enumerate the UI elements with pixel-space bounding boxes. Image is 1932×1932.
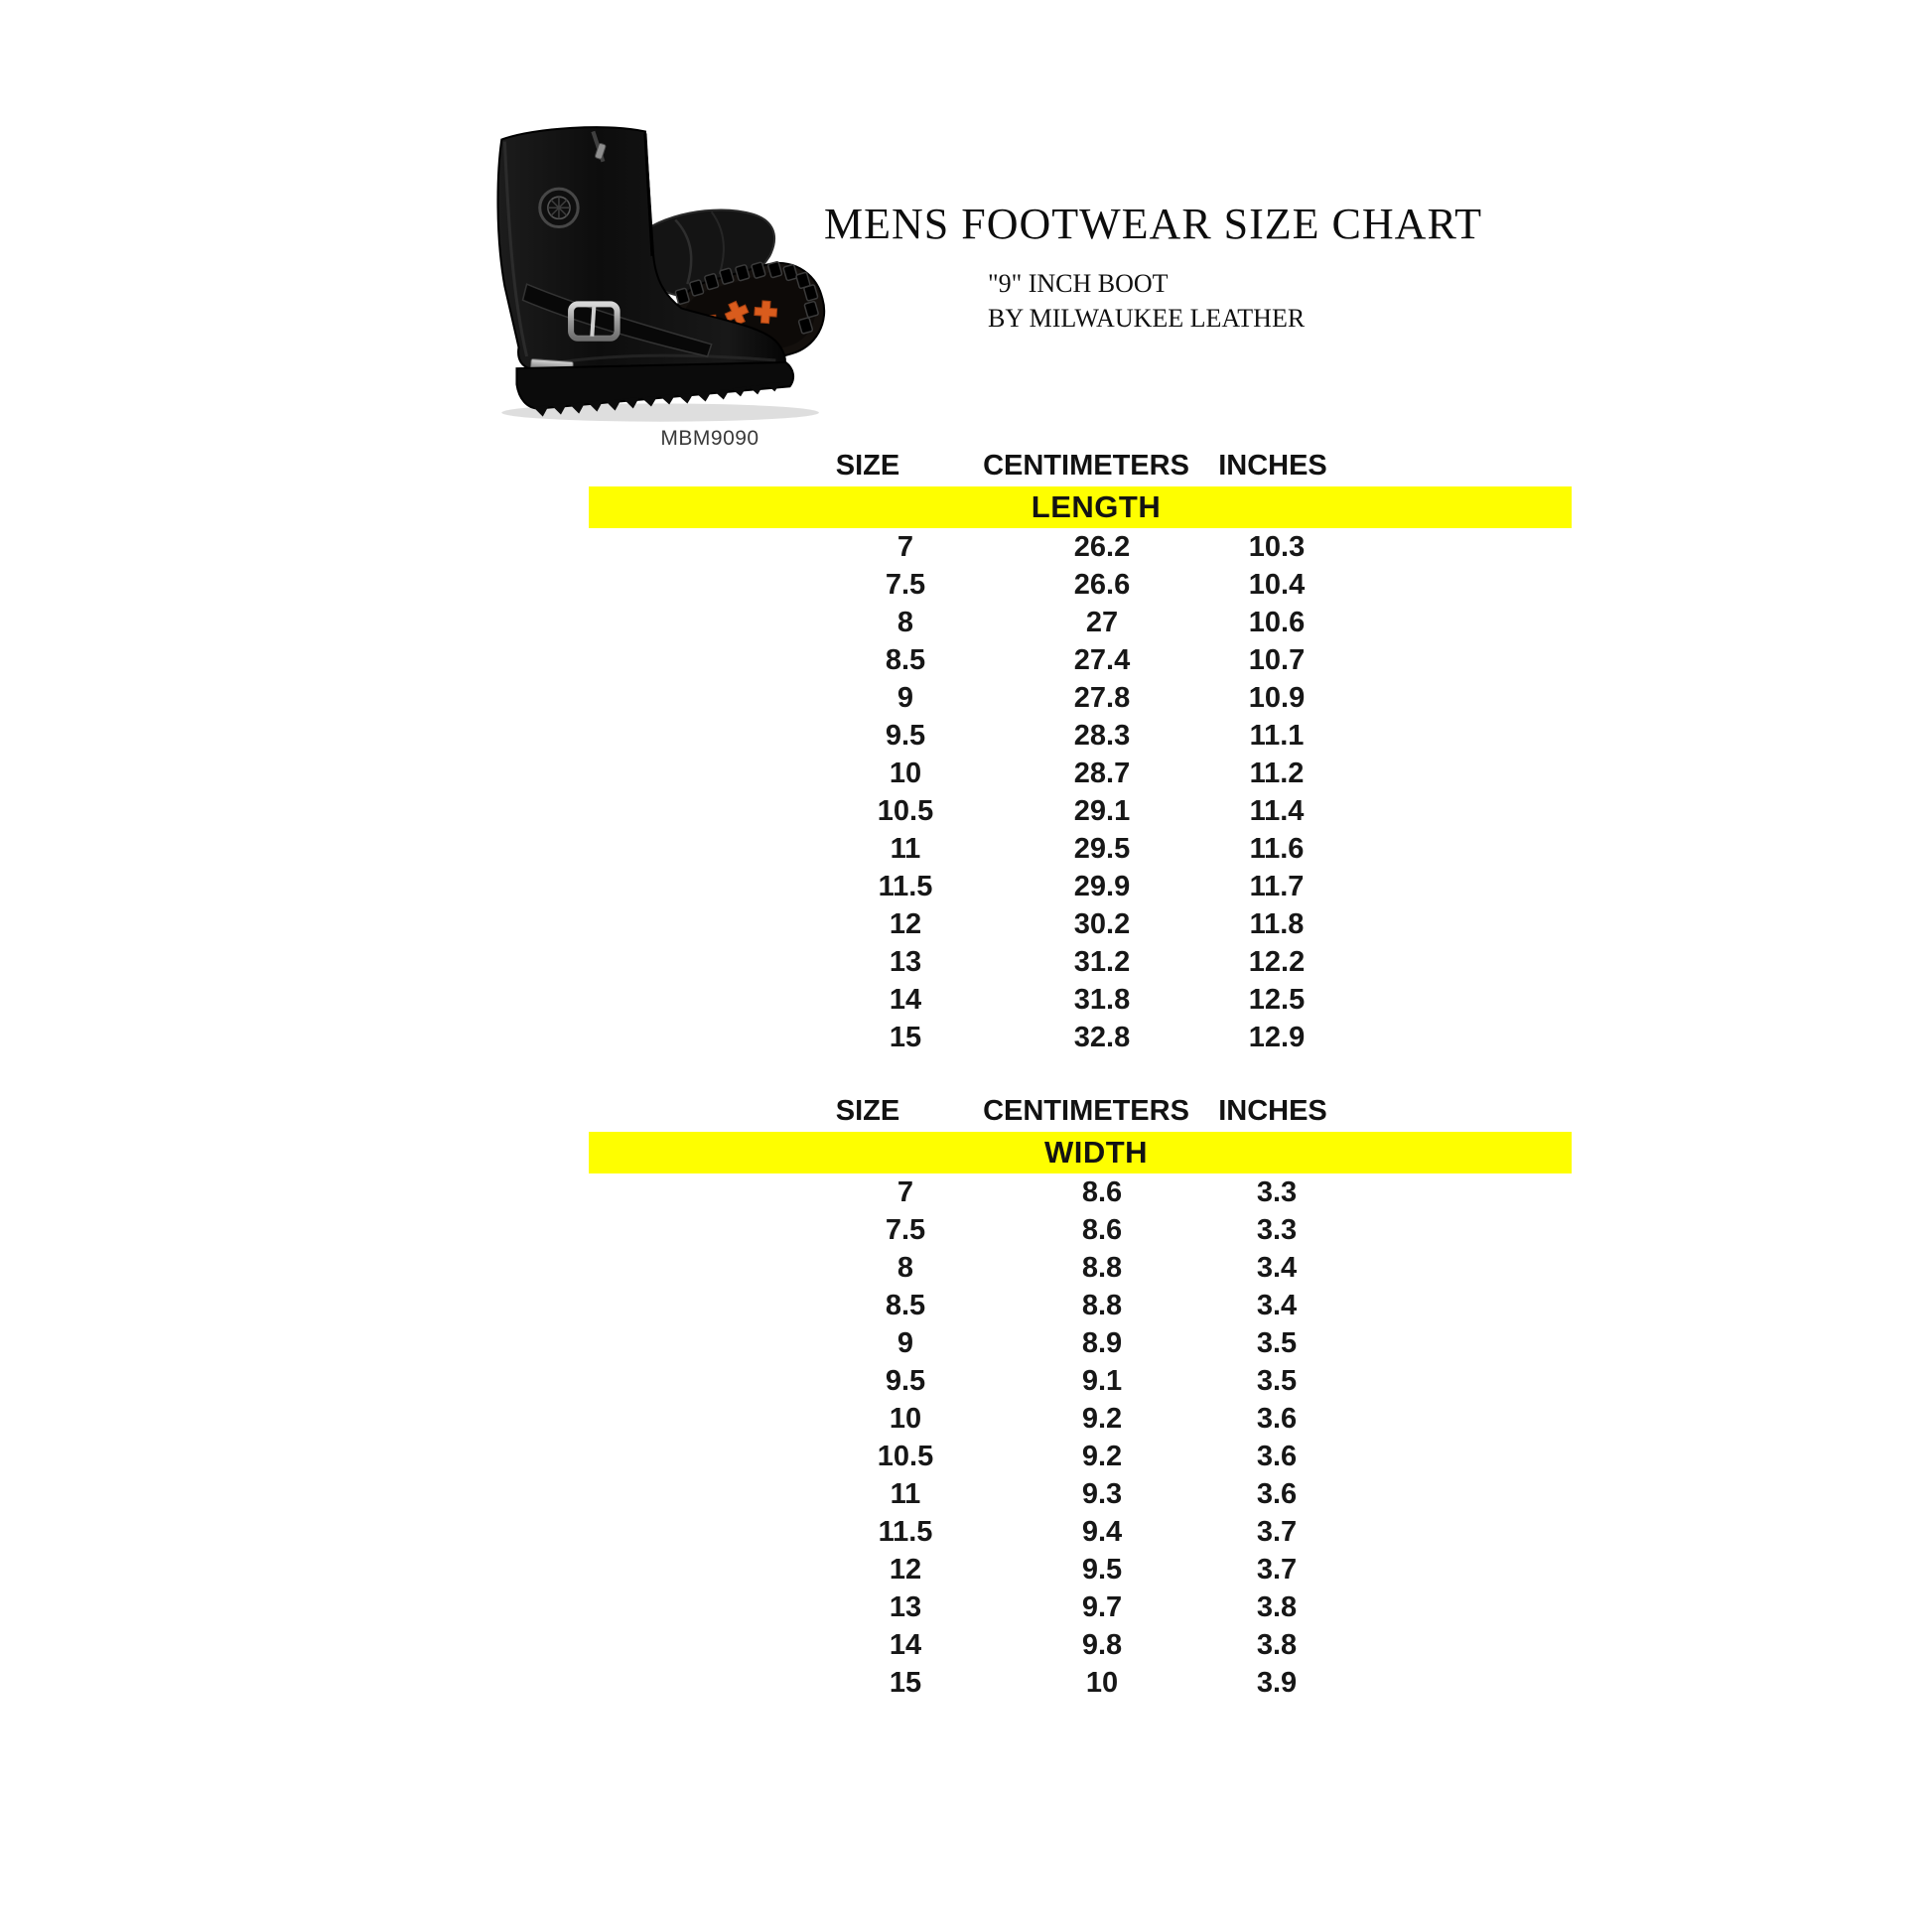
column-header-size: SIZE	[835, 450, 900, 482]
inches-cell: 10.7	[1248, 644, 1306, 676]
inches-cell: 10.3	[1248, 531, 1306, 563]
boot-emblem	[540, 189, 578, 226]
size-cell: 11.5	[878, 1516, 933, 1548]
centimeters-cell: 29.1	[1073, 795, 1131, 827]
centimeters-cell: 9.2	[1081, 1441, 1123, 1472]
size-cell: 10.5	[877, 795, 934, 827]
size-cell: 15	[889, 1667, 922, 1699]
table-row	[589, 1287, 1572, 1324]
size-cell: 8	[897, 1252, 914, 1284]
size-cell: 9	[897, 1327, 914, 1359]
centimeters-cell: 28.3	[1073, 720, 1131, 752]
centimeters-cell: 10	[1085, 1667, 1119, 1699]
centimeters-cell: 31.2	[1073, 946, 1131, 978]
table-row	[589, 679, 1572, 717]
centimeters-cell: 9.7	[1081, 1591, 1123, 1623]
size-cell: 11.5	[878, 871, 933, 902]
size-cell: 12	[889, 1554, 922, 1586]
length-section-band: LENGTH	[589, 486, 1572, 528]
inches-cell: 11.2	[1249, 758, 1305, 789]
size-cell: 8.5	[885, 644, 926, 676]
inches-cell: 3.9	[1256, 1667, 1298, 1699]
inches-cell: 11.8	[1249, 908, 1305, 940]
centimeters-cell: 9.3	[1081, 1478, 1123, 1510]
centimeters-cell: 27	[1085, 607, 1119, 638]
centimeters-cell: 30.2	[1073, 908, 1131, 940]
width-table-rows	[589, 1173, 1572, 1702]
boot-product-image	[475, 115, 832, 425]
table-row	[589, 1588, 1572, 1626]
table-row	[589, 1324, 1572, 1362]
table-row	[589, 830, 1572, 868]
table-row	[589, 1400, 1572, 1438]
page-subtitle	[988, 266, 1305, 336]
table-row	[589, 1173, 1572, 1211]
product-model-code: MBM9090	[660, 427, 759, 450]
inches-cell: 3.5	[1256, 1327, 1298, 1359]
column-header-centimeters: CENTIMETERS	[983, 1095, 1189, 1127]
centimeters-cell: 26.2	[1073, 531, 1131, 563]
width-table-header	[589, 1096, 1572, 1126]
inches-cell: 3.6	[1256, 1441, 1298, 1472]
inches-cell: 12.2	[1248, 946, 1306, 978]
centimeters-cell: 8.8	[1081, 1252, 1123, 1284]
table-row	[589, 755, 1572, 792]
table-row	[589, 905, 1572, 943]
inches-cell: 12.9	[1248, 1022, 1306, 1053]
table-row	[589, 943, 1572, 981]
inches-cell: 10.9	[1248, 682, 1306, 714]
table-row	[589, 1438, 1572, 1475]
centimeters-cell: 26.6	[1073, 569, 1131, 601]
size-cell: 7.5	[885, 569, 926, 601]
inches-cell: 3.7	[1256, 1516, 1298, 1548]
table-row	[589, 528, 1572, 566]
size-cell: 8	[897, 607, 914, 638]
size-cell: 9	[897, 682, 914, 714]
width-section-band: WIDTH	[589, 1132, 1572, 1173]
size-cell: 9.5	[885, 720, 926, 752]
inches-cell: 10.4	[1248, 569, 1306, 601]
boot-outsole	[516, 362, 793, 409]
centimeters-cell: 27.4	[1073, 644, 1131, 676]
centimeters-cell: 29.5	[1073, 833, 1131, 865]
centimeters-cell: 8.8	[1081, 1290, 1123, 1321]
size-cell: 13	[889, 946, 922, 978]
subtitle-boot-height: "9" INCH BOOT	[988, 269, 1169, 298]
table-row	[589, 1019, 1572, 1056]
inches-cell: 3.4	[1256, 1252, 1298, 1284]
size-cell: 10	[889, 1403, 922, 1435]
size-cell: 11	[890, 833, 921, 865]
table-row	[589, 1475, 1572, 1513]
inches-cell: 12.5	[1248, 984, 1306, 1016]
column-header-centimeters: CENTIMETERS	[983, 450, 1189, 482]
inches-cell: 3.3	[1256, 1214, 1298, 1246]
centimeters-cell: 8.9	[1081, 1327, 1123, 1359]
column-header-size: SIZE	[835, 1095, 900, 1127]
inches-cell: 11.7	[1249, 871, 1305, 902]
table-row	[589, 1249, 1572, 1287]
size-cell: 12	[889, 908, 922, 940]
length-table-header	[589, 451, 1572, 481]
centimeters-cell: 9.1	[1081, 1365, 1123, 1397]
table-row	[589, 717, 1572, 755]
inches-cell: 3.8	[1256, 1629, 1298, 1661]
table-row	[589, 1513, 1572, 1551]
inches-cell: 3.4	[1256, 1290, 1298, 1321]
table-row	[589, 981, 1572, 1019]
size-cell: 11	[890, 1478, 921, 1510]
table-row	[589, 1362, 1572, 1400]
inches-cell: 3.6	[1256, 1478, 1298, 1510]
inches-cell: 3.8	[1256, 1591, 1298, 1623]
table-row	[589, 1551, 1572, 1588]
size-cell: 7.5	[885, 1214, 926, 1246]
centimeters-cell: 31.8	[1073, 984, 1131, 1016]
size-cell: 13	[889, 1591, 922, 1623]
table-row	[589, 604, 1572, 641]
inches-cell: 11.6	[1249, 833, 1305, 865]
size-cell: 7	[897, 1176, 914, 1208]
inches-cell: 3.6	[1256, 1403, 1298, 1435]
table-row	[589, 868, 1572, 905]
table-row	[589, 1211, 1572, 1249]
centimeters-cell: 32.8	[1073, 1022, 1131, 1053]
column-header-inches: INCHES	[1218, 1095, 1327, 1127]
size-cell: 10.5	[877, 1441, 934, 1472]
table-row	[589, 1664, 1572, 1702]
inches-cell: 3.3	[1256, 1176, 1298, 1208]
size-cell: 8.5	[885, 1290, 926, 1321]
size-cell: 10	[889, 758, 922, 789]
inches-cell: 11.1	[1249, 720, 1305, 752]
centimeters-cell: 27.8	[1073, 682, 1131, 714]
centimeters-cell: 9.4	[1081, 1516, 1123, 1548]
table-row	[589, 792, 1572, 830]
boot-illustration	[475, 115, 832, 425]
inches-cell: 11.4	[1249, 795, 1305, 827]
length-table	[589, 450, 1572, 1053]
table-row	[589, 1626, 1572, 1664]
size-cell: 14	[889, 1629, 922, 1661]
centimeters-cell: 9.5	[1081, 1554, 1123, 1586]
centimeters-cell: 29.9	[1073, 871, 1131, 902]
column-header-inches: INCHES	[1218, 450, 1327, 482]
centimeters-cell: 8.6	[1081, 1176, 1123, 1208]
size-cell: 14	[889, 984, 922, 1016]
table-row	[589, 641, 1572, 679]
page-title: MENS FOOTWEAR SIZE CHART	[824, 200, 1483, 248]
subtitle-brand: BY MILWAUKEE LEATHER	[988, 304, 1306, 333]
inches-cell: 10.6	[1248, 607, 1306, 638]
width-table	[589, 1095, 1572, 1699]
length-table-rows	[589, 528, 1572, 1056]
centimeters-cell: 9.8	[1081, 1629, 1123, 1661]
size-cell: 15	[889, 1022, 922, 1053]
centimeters-cell: 28.7	[1073, 758, 1131, 789]
centimeters-cell: 9.2	[1081, 1403, 1123, 1435]
size-cell: 7	[897, 531, 914, 563]
inches-cell: 3.5	[1256, 1365, 1298, 1397]
centimeters-cell: 8.6	[1081, 1214, 1123, 1246]
size-cell: 9.5	[885, 1365, 926, 1397]
inches-cell: 3.7	[1256, 1554, 1298, 1586]
table-row	[589, 566, 1572, 604]
